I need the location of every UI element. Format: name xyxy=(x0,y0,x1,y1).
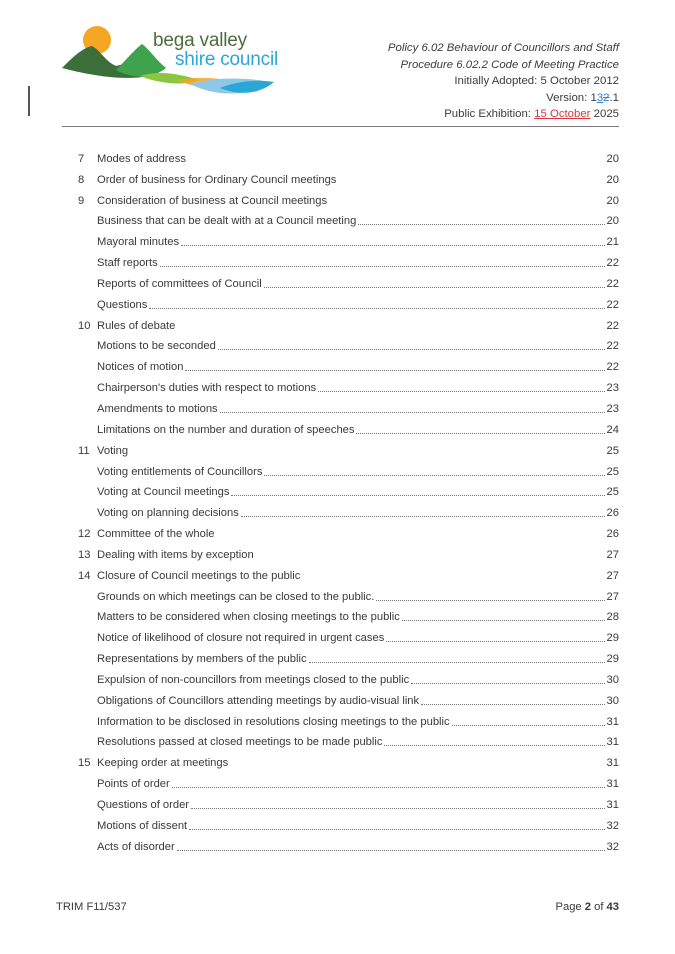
toc-dot-leader xyxy=(189,829,604,830)
toc-title[interactable]: Voting entitlements of Councillors xyxy=(97,465,263,478)
procedure-line: Procedure 6.02.2 Code of Meeting Practice xyxy=(400,58,619,71)
toc-entry-row[interactable] xyxy=(78,395,619,416)
toc-page-number: 22 xyxy=(606,319,619,332)
footer-page-number xyxy=(556,901,619,913)
toc-page-number: 25 xyxy=(606,444,619,457)
toc-page-number: 22 xyxy=(606,298,619,311)
toc-page-number: 32 xyxy=(606,840,619,853)
page-of: of xyxy=(591,901,607,913)
toc-dot-leader xyxy=(191,808,605,809)
toc-heading-row[interactable] xyxy=(78,520,619,541)
toc-heading-row[interactable] xyxy=(78,145,619,166)
toc-title[interactable]: Staff reports xyxy=(97,257,158,270)
toc-entry-row[interactable] xyxy=(78,833,619,854)
toc-number: 14 xyxy=(78,569,91,582)
exhibition-year: 2025 xyxy=(590,108,619,121)
toc-number: 10 xyxy=(78,319,91,332)
toc-page-number: 27 xyxy=(606,569,619,582)
toc-number: 13 xyxy=(78,548,91,561)
toc-entry-row[interactable] xyxy=(78,624,619,645)
toc-title[interactable]: Voting xyxy=(97,444,129,457)
toc-dot-leader xyxy=(358,224,604,225)
toc-dot-leader xyxy=(318,391,604,392)
toc-number: 15 xyxy=(78,757,91,770)
toc-page-number: 23 xyxy=(606,402,619,415)
toc-page-number: 20 xyxy=(606,194,619,207)
exhibition-line xyxy=(388,106,619,123)
toc-page-number: 22 xyxy=(606,340,619,353)
toc-number: 12 xyxy=(78,528,91,541)
toc-title[interactable]: Rules of debate xyxy=(97,319,176,332)
table-of-contents xyxy=(78,145,619,854)
toc-title[interactable]: Questions of order xyxy=(97,799,190,811)
version-label: Version: xyxy=(546,91,591,104)
toc-number: 7 xyxy=(78,152,85,165)
toc-page-number: 25 xyxy=(606,486,619,499)
toc-dot-leader xyxy=(309,662,605,663)
toc-dot-leader xyxy=(386,641,604,642)
toc-entry-row[interactable] xyxy=(78,687,619,708)
toc-title[interactable]: Committee of the whole xyxy=(97,528,215,541)
toc-entry-row[interactable] xyxy=(78,270,619,291)
toc-heading-row[interactable] xyxy=(78,312,619,333)
toc-page-number: 30 xyxy=(606,694,619,707)
toc-dot-leader xyxy=(185,370,604,371)
toc-entry-row[interactable] xyxy=(78,708,619,729)
toc-dot-leader xyxy=(402,620,605,621)
text-cursor-marker xyxy=(28,86,30,116)
toc-number: 8 xyxy=(78,173,85,186)
toc-page-number: 25 xyxy=(606,465,619,478)
toc-title[interactable]: Notice of likelihood of closure not required in urgent cases xyxy=(97,632,385,645)
logo-text-line1: bega valley xyxy=(153,30,247,51)
toc-dot-leader xyxy=(411,683,604,684)
toc-page-number: 20 xyxy=(606,152,619,165)
toc-entry-row[interactable] xyxy=(78,604,619,625)
toc-page-number: 31 xyxy=(606,736,619,749)
toc-heading-row[interactable] xyxy=(78,437,619,458)
toc-entry-row[interactable] xyxy=(78,374,619,395)
toc-page-number: 30 xyxy=(606,673,619,686)
toc-title[interactable]: Grounds on which meetings can be closed to the public. xyxy=(97,590,375,603)
toc-page-number: 31 xyxy=(606,715,619,728)
toc-title[interactable]: Order of business for Ordinary Council meetings xyxy=(97,173,337,186)
toc-title[interactable]: Acts of disorder xyxy=(97,840,175,853)
logo-text-line2: shire council xyxy=(175,49,279,70)
toc-page-number: 22 xyxy=(606,277,619,290)
toc-title[interactable]: Reports of committees of Council xyxy=(97,277,262,290)
toc-entry-row[interactable] xyxy=(78,249,619,270)
toc-entry-row[interactable] xyxy=(78,770,619,791)
toc-dot-leader xyxy=(160,266,605,267)
toc-dot-leader xyxy=(264,287,605,288)
toc-dot-leader xyxy=(356,433,604,434)
toc-entry-row[interactable] xyxy=(78,583,619,604)
toc-page-number: 23 xyxy=(606,382,619,395)
toc-entry-row[interactable] xyxy=(78,416,619,437)
toc-heading-row[interactable] xyxy=(78,187,619,208)
exhibition-label: Public Exhibition: xyxy=(444,108,535,121)
toc-title[interactable]: Closure of Council meetings to the public xyxy=(97,569,301,582)
toc-title[interactable]: Obligations of Councillors attending meetings by audio-visual link xyxy=(97,694,420,707)
version-suffix: .1 xyxy=(609,91,619,104)
toc-title[interactable]: Motions to be seconded xyxy=(97,340,216,353)
page-word: Page xyxy=(555,901,585,913)
toc-page-number: 26 xyxy=(606,528,619,541)
toc-dot-leader xyxy=(149,308,604,309)
toc-page-number: 31 xyxy=(606,778,619,791)
toc-heading-row[interactable] xyxy=(78,749,619,770)
council-logo xyxy=(60,20,285,98)
toc-dot-leader xyxy=(181,245,604,246)
version-inserted-revision: 3 xyxy=(596,91,604,104)
toc-page-number: 20 xyxy=(606,173,619,186)
toc-title[interactable]: Voting on planning decisions xyxy=(97,507,239,520)
toc-title[interactable]: Expulsion of non-councillors from meetings closed to the public xyxy=(97,673,410,686)
toc-dot-leader xyxy=(172,787,605,788)
toc-title[interactable]: Points of order xyxy=(97,778,170,791)
page-current: 2 xyxy=(584,901,591,913)
toc-title[interactable]: Representations by members of the public xyxy=(97,653,307,666)
toc-page-number: 29 xyxy=(606,632,619,645)
toc-entry-row[interactable] xyxy=(78,729,619,750)
toc-title[interactable]: Information to be disclosed in resolutions closing meetings to the public xyxy=(97,715,450,728)
toc-dot-leader xyxy=(241,516,605,517)
toc-entry-row[interactable] xyxy=(78,353,619,374)
toc-title[interactable]: Business that can be dealt with at a Council meeting xyxy=(97,215,357,228)
toc-dot-leader xyxy=(220,412,605,413)
toc-entry-row[interactable] xyxy=(78,291,619,312)
toc-dot-leader xyxy=(452,725,605,726)
footer-trim-reference: TRIM F11/537 xyxy=(56,901,127,913)
toc-entry-row[interactable] xyxy=(78,479,619,500)
toc-title[interactable]: Notices of motion xyxy=(97,361,184,374)
toc-page-number: 21 xyxy=(606,236,619,249)
toc-title[interactable]: Mayoral minutes xyxy=(97,236,180,249)
toc-entry-row[interactable] xyxy=(78,208,619,229)
version-line xyxy=(388,90,619,107)
toc-page-number: 26 xyxy=(606,507,619,520)
toc-page-number: 20 xyxy=(606,215,619,228)
toc-title[interactable]: Chairperson's duties with respect to motions xyxy=(97,382,317,395)
toc-title[interactable]: Motions of dissent xyxy=(97,819,188,832)
toc-entry-row[interactable] xyxy=(78,499,619,520)
toc-dot-leader xyxy=(264,475,604,476)
toc-page-number: 22 xyxy=(606,361,619,374)
toc-title[interactable]: Amendments to motions xyxy=(97,402,218,415)
toc-entry-row[interactable] xyxy=(78,228,619,249)
header-divider xyxy=(62,126,619,127)
toc-title[interactable]: Keeping order at meetings xyxy=(97,757,229,770)
toc-title[interactable]: Modes of address xyxy=(97,152,186,165)
exhibition-date-revision: 15 October xyxy=(534,108,591,121)
toc-entry-row[interactable] xyxy=(78,791,619,812)
toc-page-number: 31 xyxy=(606,799,619,811)
toc-dot-leader xyxy=(421,704,604,705)
toc-heading-row[interactable] xyxy=(78,562,619,583)
toc-heading-row[interactable] xyxy=(78,541,619,562)
toc-dot-leader xyxy=(218,349,605,350)
toc-page-number: 27 xyxy=(606,590,619,603)
toc-number: 9 xyxy=(78,194,85,207)
toc-entry-row[interactable] xyxy=(78,645,619,666)
toc-title[interactable]: Consideration of business at Council meetings xyxy=(97,194,328,207)
toc-title[interactable]: Limitations on the number and duration of speeches xyxy=(97,423,355,436)
toc-entry-row[interactable] xyxy=(78,666,619,687)
toc-dot-leader xyxy=(384,745,604,746)
toc-dot-leader xyxy=(177,850,605,851)
adopted-line: Initially Adopted: 5 October 2012 xyxy=(454,75,619,88)
toc-page-number: 24 xyxy=(606,423,619,436)
toc-page-number: 28 xyxy=(606,611,619,624)
toc-title[interactable]: Dealing with items by exception xyxy=(97,548,254,561)
policy-line: Policy 6.02 Behaviour of Councillors and Staff xyxy=(387,42,619,54)
toc-page-number: 32 xyxy=(606,819,619,832)
toc-number: 11 xyxy=(78,444,90,457)
version-deleted-revision: 2 xyxy=(603,91,610,104)
toc-dot-leader xyxy=(231,495,604,496)
toc-page-number: 22 xyxy=(606,257,619,270)
toc-dot-leader xyxy=(376,600,604,601)
toc-page-number: 29 xyxy=(606,653,619,666)
toc-title[interactable]: Questions xyxy=(97,298,148,311)
toc-entry-row[interactable] xyxy=(78,458,619,479)
toc-title[interactable]: Voting at Council meetings xyxy=(97,486,230,499)
toc-heading-row[interactable] xyxy=(78,166,619,187)
toc-entry-row[interactable] xyxy=(78,812,619,833)
page-total: 43 xyxy=(606,901,619,913)
toc-entry-row[interactable] xyxy=(78,333,619,354)
toc-title[interactable]: Matters to be considered when closing meetings to the public xyxy=(97,611,400,624)
toc-page-number: 31 xyxy=(606,757,619,770)
toc-title[interactable]: Resolutions passed at closed meetings to be made public xyxy=(97,736,383,749)
document-header xyxy=(388,40,619,123)
version-prefix: 1 xyxy=(590,91,597,104)
toc-page-number: 27 xyxy=(606,548,619,561)
